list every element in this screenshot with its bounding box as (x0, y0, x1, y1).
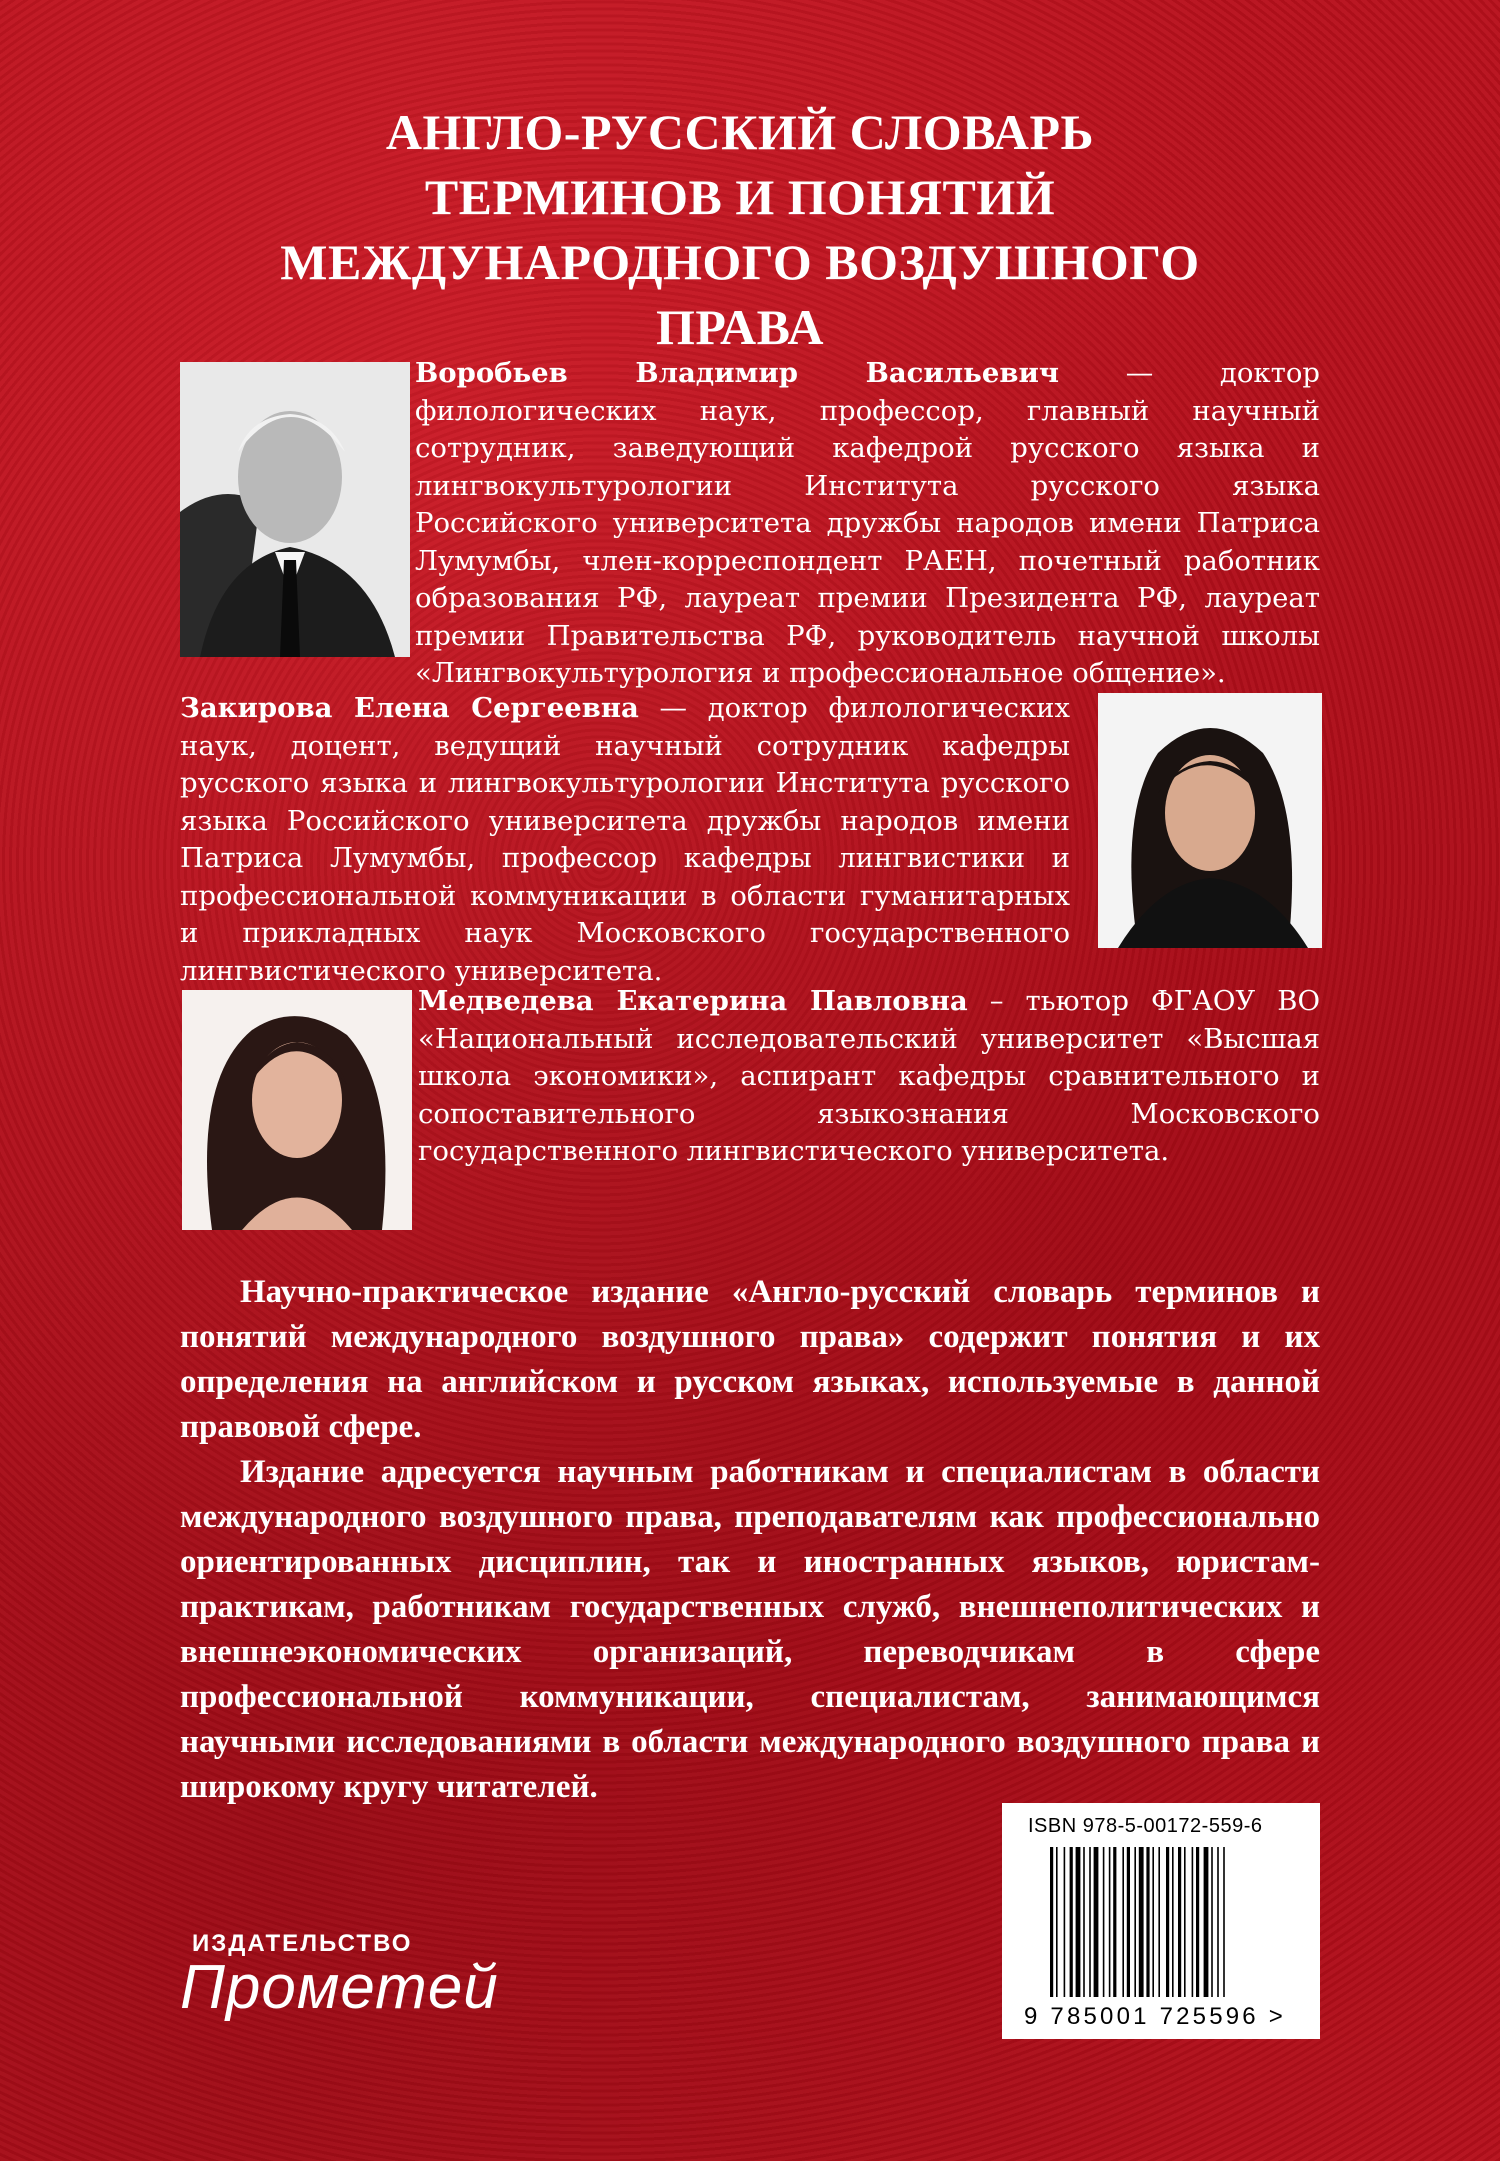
book-title (140, 100, 1340, 360)
publisher-logo-small: ИЗДАТЕЛЬСТВО (192, 1930, 413, 1957)
isbn-barcode-block (1002, 1803, 1320, 2039)
author-name: Закирова Елена Сергеевна (180, 692, 639, 724)
publisher-logo (180, 1930, 520, 2040)
author-description: — доктор филологических наук, профессор, главный научный сотрудник, заведующий кафедрой русского языка и лингвокультурологии Института русского языка Российского университета дружбы народов имени Патриса Лумумбы, член-корреспондент РАЕН, почетный работник образования РФ, лауреат премии Президента РФ, лауреат премии Правительства РФ, руководитель научной школы «Лингвокультурология и профессиональное общение». (415, 357, 1320, 689)
title-line: ПРАВА (656, 299, 824, 355)
author-name: Медведева Екатерина Павловна (418, 985, 968, 1017)
description-paragraph: Издание адресуется научным работникам и специалистам в области международного воздушного права, преподавателям как профессионально ориентированных дисциплин, так и иностранных языков, юристам-практикам, работникам государственных служб, внешнеполитических и внешнеэкономических организаций, переводчикам в сфере профессиональной коммуникации, специалистам, занимающимся научными исследованиями в области международного воздушного права и широкому кругу читателей. (180, 1454, 1320, 1805)
title-line: МЕЖДУНАРОДНОГО ВОЗДУШНОГО (280, 234, 1200, 290)
barcode-icon (1050, 1847, 1308, 1997)
description-paragraph: Научно-практическое издание «Англо-русский словарь терминов и понятий международного воздушного права» содержит понятия и их определения на английском и русском языках, используемые в данной правовой сфере. (180, 1274, 1320, 1445)
isbn-label: ISBN 978-5-00172-559-6 (1028, 1815, 1263, 1837)
title-line: АНГЛО-РУССКИЙ СЛОВАРЬ (385, 104, 1095, 160)
author-photo-vorobyev (180, 362, 410, 657)
author-photo-zakirova (1098, 693, 1322, 948)
author-bio-zakirova (180, 690, 1070, 990)
author-description: – тьютор ФГАОУ ВО «Национальный исследовательский университет «Высшая школа экономики», аспирант кафедры сравнительного и сопоставительного языкознания Московского государственного лингвистического университета. (418, 985, 1320, 1167)
author-name: Воробьев Владимир Васильевич (415, 357, 1059, 389)
title-line: ТЕРМИНОВ И ПОНЯТИЙ (424, 169, 1056, 225)
author-bio-medvedeva (418, 983, 1320, 1171)
author-description: — доктор филологических наук, доцент, ведущий научный сотрудник кафедры русского языка и лингвокультурологии Института русского языка Российского университета дружбы народов имени Патриса Лумумбы, профессор кафедры лингвистики и профессиональной коммуникации в области гуманитарных и прикладных наук Московского государственного лингвистического университета. (180, 692, 1070, 987)
book-description (180, 1270, 1320, 1810)
author-photo-medvedeva (182, 990, 412, 1230)
publisher-logo-name: Прометей (180, 1953, 499, 2022)
author-bio-vorobyev (415, 355, 1320, 693)
barcode-digits: 9 785001 725596 > (1024, 2003, 1286, 2030)
